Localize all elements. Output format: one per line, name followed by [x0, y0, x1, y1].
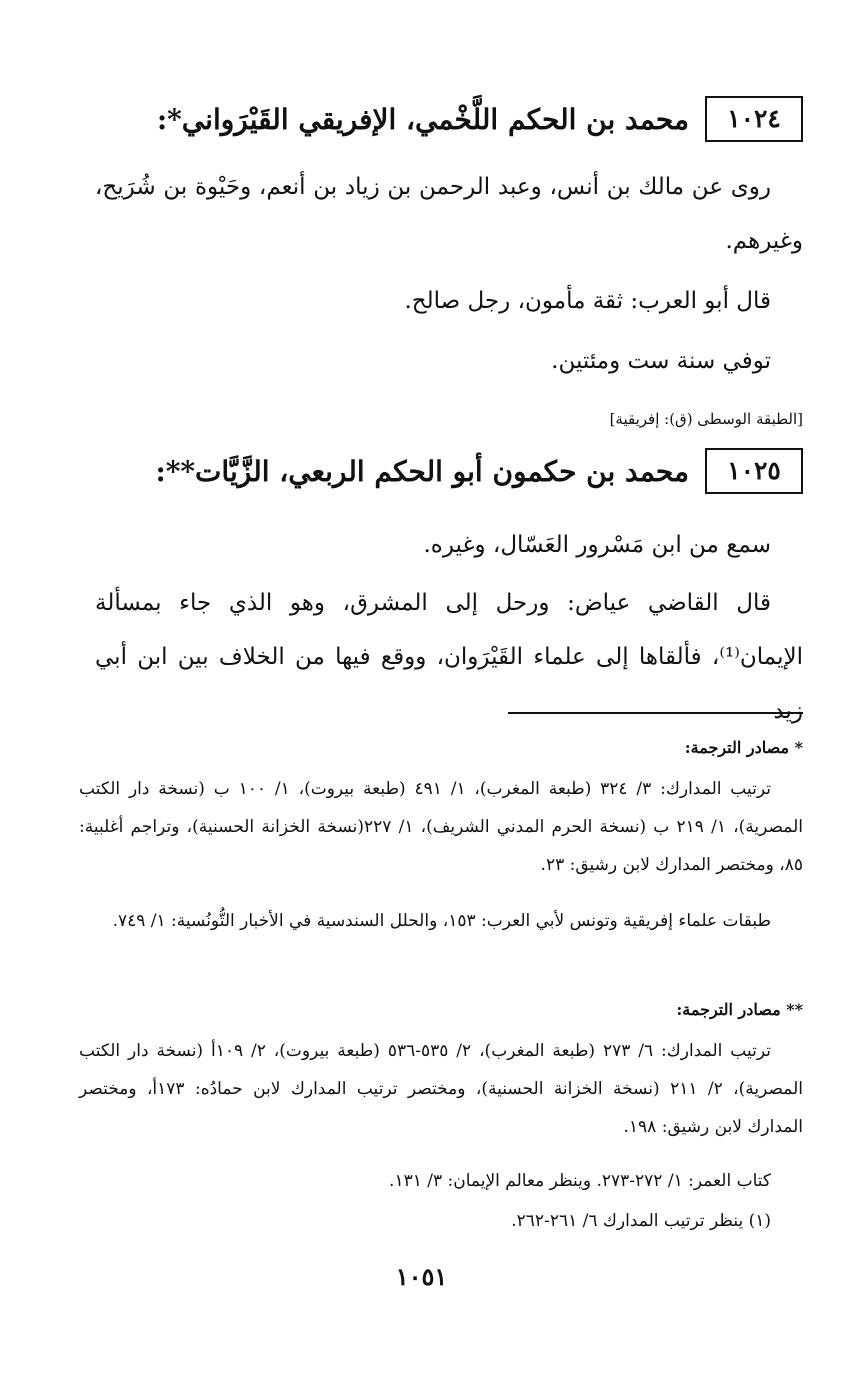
entry-grading: قال أبو العرب: ثقة مأمون، رجل صالح.	[404, 288, 771, 314]
footnote-note: (١) ينظر ترتيب المدارك ٦/ ٢٦١-٢٦٢.	[511, 1211, 771, 1231]
entry-title: محمد بن حكمون أبو الحكم الربعي، الزَّيَّات**:	[155, 454, 689, 488]
footnote-divider	[508, 712, 803, 714]
footnote-heading: ** مصادر الترجمة:	[676, 1000, 803, 1019]
footnote-sources: كتاب العمر: ١/ ٢٧٢-٢٧٣. وينظر معالم الإيمان: ٣/ ١٣١.	[389, 1171, 771, 1191]
footnote-sources: طبقات علماء إفريقية وتونس لأبي العرب: ١٥٣، والحلل السندسية في الأخبار التُّونُسية: ١/ ٧٤٩.	[112, 911, 771, 931]
entry-number-box: ١٠٢٤	[705, 96, 803, 142]
entry-1025-header	[83, 448, 803, 494]
footnote-sources: ترتيب المدارك: ٦/ ٢٧٣ (طبعة المغرب)، ٢/ ٥٣٥-٥٣٦ (طبعة بيروت)، ٢/ ١٠٩أ (نسخة دار الكتب المصرية)، ٢/ ٢١١ (نسخة الخزانة الحسنية)، ومختصر ترتيب المدارك لابن حمادُه: ١٧٣أ، ومختصر المدارك لابن رشيق: ١٩٨.	[79, 1041, 803, 1137]
entry-heard-from: سمع من ابن مَسْرور العَسّال، وغيره.	[423, 532, 771, 558]
category-tag: [الطبقة الوسطى (ق): إفريقية]	[609, 410, 803, 428]
entry-1024-header	[83, 96, 803, 142]
footnote-heading: * مصادر الترجمة:	[684, 738, 803, 757]
entry-narration: روى عن مالك بن أنس، وعبد الرحمن بن زياد بن أنعم، وحَيْوة بن شُرَيح، وغيرهم.	[95, 174, 803, 254]
entry-quote: قال القاضي عياض: ورحل إلى المشرق، وهو الذي جاء بمسألة الإيمان⁽¹⁾، فألقاها إلى علماء القَيْرَوان، ووقع فيها من الخلاف بين ابن أبي زيد	[95, 590, 803, 724]
page-number: ١٠٥١	[395, 1262, 448, 1291]
entry-death: توفي سنة ست ومئتين.	[551, 348, 771, 374]
entry-title: محمد بن الحكم اللَّخْمي، الإفريقي القَيْرَواني*:	[156, 102, 689, 136]
entry-number-box: ١٠٢٥	[705, 448, 803, 494]
footnote-sources: ترتيب المدارك: ٣/ ٣٢٤ (طبعة المغرب)، ١/ ٤٩١ (طبعة بيروت)، ١/ ١٠٠ ب (نسخة دار الكتب المصرية)، ١/ ٢١٩ ب (نسخة الحرم المدني الشريف)، ١/ ٢٢٧(نسخة الخزانة الحسنية)، وتراجم أغلبية: ٨٥، ومختصر المدارك لابن رشيق: ٢٣.	[79, 779, 803, 875]
